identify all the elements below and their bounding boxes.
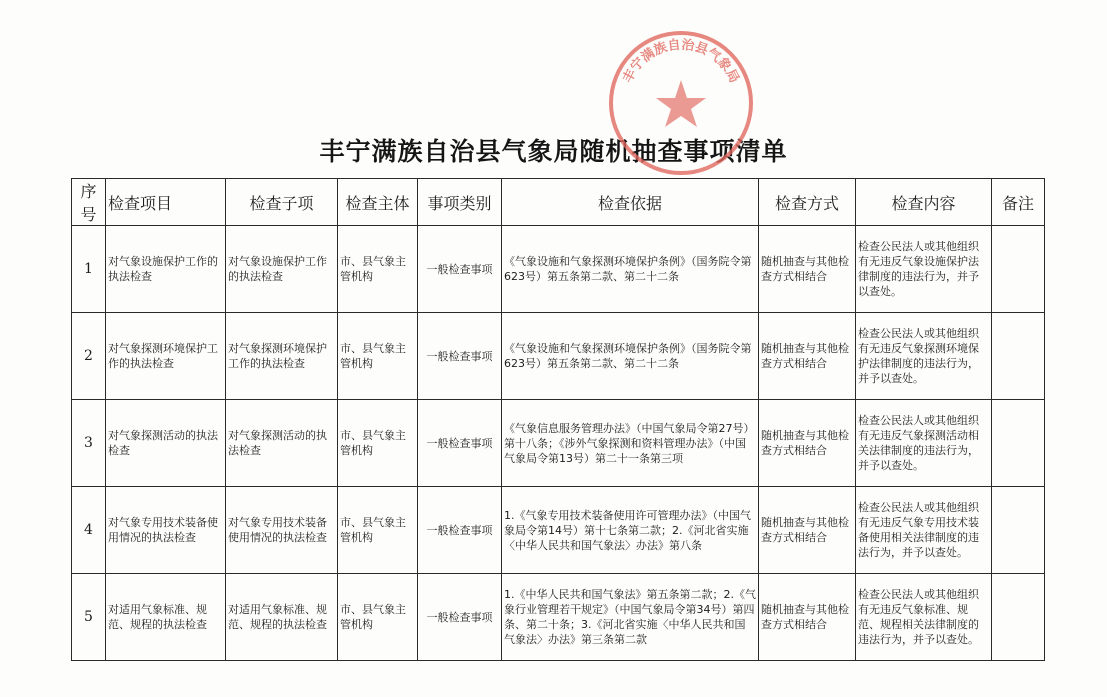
cell-method: 随机抽查与其他检查方式相结合 (759, 574, 856, 661)
official-seal (606, 28, 756, 178)
cell-method: 随机抽查与其他检查方式相结合 (759, 226, 856, 313)
cell-no: 2 (72, 313, 106, 400)
cell-subject: 市、县气象主管机构 (338, 487, 418, 574)
header-type: 事项类别 (418, 179, 502, 226)
cell-basis: 《气象设施和气象探测环境保护条例》（国务院令第623号）第五条第二款、第二十二条 (502, 313, 759, 400)
inspection-table (71, 178, 1045, 661)
cell-basis: 《气象设施和气象探测环境保护条例》（国务院令第623号）第五条第二款、第二十二条 (502, 226, 759, 313)
table-row (72, 226, 1045, 313)
cell-method: 随机抽查与其他检查方式相结合 (759, 487, 856, 574)
cell-remark (992, 400, 1045, 487)
header-row (72, 179, 1045, 226)
cell-subitem: 对适用气象标准、规范、规程的执法检查 (226, 574, 338, 661)
cell-subject: 市、县气象主管机构 (338, 313, 418, 400)
cell-item: 对气象探测环境保护工作的执法检查 (106, 313, 226, 400)
cell-subject: 市、县气象主管机构 (338, 574, 418, 661)
header-no: 序号 (72, 179, 106, 226)
cell-subject: 市、县气象主管机构 (338, 400, 418, 487)
header-remark: 备注 (992, 179, 1045, 226)
cell-remark (992, 226, 1045, 313)
cell-type: 一般检查事项 (418, 400, 502, 487)
cell-content: 检查公民法人或其他组织有无违反气象探测活动相关法律制度的违法行为，并予以查处。 (856, 400, 992, 487)
seal-star-icon (656, 80, 706, 127)
table-row (72, 487, 1045, 574)
header-method: 检查方式 (759, 179, 856, 226)
table-row (72, 574, 1045, 661)
cell-subitem: 对气象设施保护工作的执法检查 (226, 226, 338, 313)
cell-item: 对气象探测活动的执法检查 (106, 400, 226, 487)
cell-item: 对适用气象标准、规范、规程的执法检查 (106, 574, 226, 661)
header-subject: 检查主体 (338, 179, 418, 226)
cell-type: 一般检查事项 (418, 313, 502, 400)
cell-subject: 市、县气象主管机构 (338, 226, 418, 313)
table-row (72, 313, 1045, 400)
cell-item: 对气象专用技术装备使用情况的执法检查 (106, 487, 226, 574)
header-subitem: 检查子项 (226, 179, 338, 226)
cell-item: 对气象设施保护工作的执法检查 (106, 226, 226, 313)
seal-text: 丰宁满族自治县气象局 (620, 37, 742, 86)
cell-type: 一般检查事项 (418, 487, 502, 574)
cell-basis: 《气象信息服务管理办法》（中国气象局令第27号）第十八条；《涉外气象探测和资料管理办法》（中国气象局令第13号）第二十一条第三项 (502, 400, 759, 487)
cell-content: 检查公民法人或其他组织有无违反气象标准、规范、规程相关法律制度的违法行为，并予以查处。 (856, 574, 992, 661)
cell-type: 一般检查事项 (418, 226, 502, 313)
cell-method: 随机抽查与其他检查方式相结合 (759, 400, 856, 487)
cell-basis: 1.《中华人民共和国气象法》第五条第二款；2.《气象行业管理若干规定》（中国气象局令第34号）第四条、第二十条；3.《河北省实施〈中华人民共和国气象法〉办法》第三条第二款 (502, 574, 759, 661)
header-item: 检查项目 (106, 179, 226, 226)
cell-subitem: 对气象探测活动的执法检查 (226, 400, 338, 487)
cell-no: 4 (72, 487, 106, 574)
cell-subitem: 对气象探测环境保护工作的执法检查 (226, 313, 338, 400)
cell-content: 检查公民法人或其他组织有无违反气象探测环境保护法律制度的违法行为，并予以查处。 (856, 313, 992, 400)
cell-type: 一般检查事项 (418, 574, 502, 661)
header-basis: 检查依据 (502, 179, 759, 226)
cell-basis: 1.《气象专用技术装备使用许可管理办法》（中国气象局令第14号）第十七条第二款；2.《河北省实施〈中华人民共和国气象法〉办法》第八条 (502, 487, 759, 574)
cell-no: 3 (72, 400, 106, 487)
cell-subitem: 对气象专用技术装备使用情况的执法检查 (226, 487, 338, 574)
cell-content: 检查公民法人或其他组织有无违反气象专用技术装备使用相关法律制度的违法行为，并予以查处。 (856, 487, 992, 574)
cell-content: 检查公民法人或其他组织有无违反气象设施保护法律制度的违法行为，并予以查处。 (856, 226, 992, 313)
cell-remark (992, 574, 1045, 661)
cell-no: 5 (72, 574, 106, 661)
cell-remark (992, 313, 1045, 400)
header-content: 检查内容 (856, 179, 992, 226)
document-title: 丰宁满族自治县气象局随机抽查事项清单 (319, 137, 788, 166)
cell-no: 1 (72, 226, 106, 313)
cell-method: 随机抽查与其他检查方式相结合 (759, 313, 856, 400)
table-row (72, 400, 1045, 487)
cell-remark (992, 487, 1045, 574)
